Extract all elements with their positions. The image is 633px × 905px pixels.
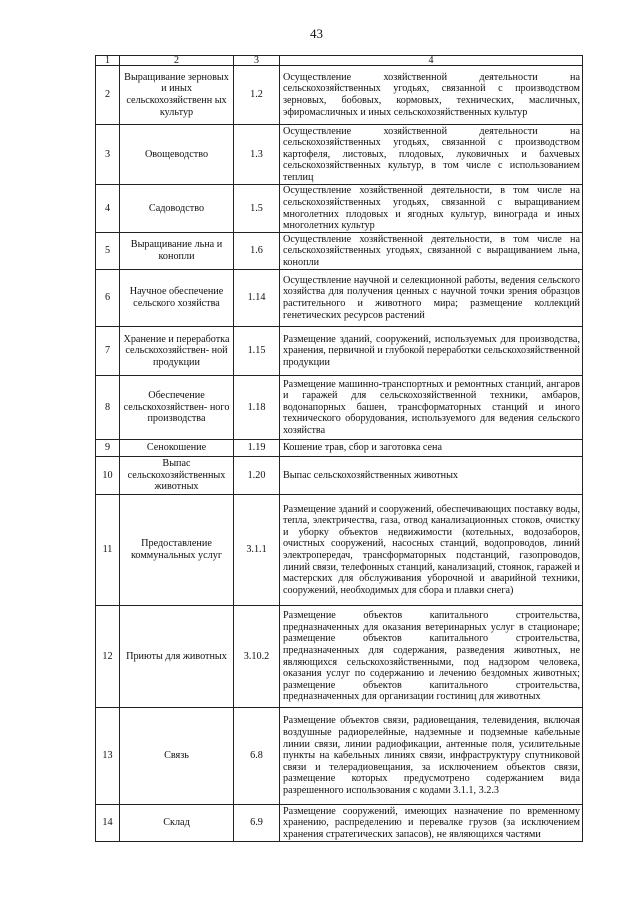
row-number: 7 [96,327,120,376]
use-code: 1.15 [234,327,280,376]
use-description: Размещение зданий, сооружений, используемых для производства, хранения, первичной и глубокой переработки сельскохозяйственной продукции [280,327,583,376]
table-row [96,708,583,805]
use-description: Осуществление хозяйственной деятельности на сельскохозяйственных угодьях, связанной с производством зерновых, бобовых, кормовых, технических, масличных, эфиромасличных и иных сельскохозяйственных культур [280,66,583,125]
use-description: Размещение машинно-транспортных и ремонтных станций, ангаров и гаражей для сельскохозяйственной техники, амбаров, водонапорных башен, трансформаторных станций и иного технического оборудования, используемого для ведения сельского хозяйства [280,376,583,440]
table-row [96,805,583,842]
row-number: 11 [96,495,120,606]
use-name: Связь [120,708,234,805]
use-name: Садоводство [120,185,234,233]
page-number: 43 [310,26,323,41]
use-description: Осуществление хозяйственной деятельности, в том числе на сельскохозяйственных угодьях, связанной с выращиванием льна, конопли [280,233,583,270]
header-cell: 3 [234,56,280,66]
land-use-table [95,55,583,842]
table-row [96,185,583,233]
use-description: Выпас сельскохозяйственных животных [280,457,583,495]
row-number: 8 [96,376,120,440]
use-name: Выращивание зерновых и иных сельскохозяйственн ых культур [120,66,234,125]
use-description: Размещение зданий и сооружений, обеспечивающих поставку воды, тепла, электричества, газа, отвод канализационных стоков, очистку и уборку объектов недвижимости (котельных, водозаборов, очистных сооружений, насосных станций, водопроводов, линий электропередач, трансформаторных подстанций, газопроводов, линий связи, телефонных станций, канализаций, стоянок, гаражей и мастерских для обслуживания уборочной и аварийной техники, сооружений, необходимых для сбора и плавки снега) [280,495,583,606]
use-name: Обеспечение сельскохозяйствен- ного производства [120,376,234,440]
use-description: Осуществление хозяйственной деятельности на сельскохозяйственных угодьях, связанной с производством картофеля, листовых, плодовых, луковичных и бахчевых сельскохозяйственных культур, в том числе с использованием теплиц [280,125,583,185]
use-code: 3.1.1 [234,495,280,606]
use-code: 1.3 [234,125,280,185]
table-row [96,376,583,440]
table-row [96,495,583,606]
row-number: 2 [96,66,120,125]
use-name: Выпас сельскохозяйственных животных [120,457,234,495]
table-row [96,66,583,125]
row-number: 10 [96,457,120,495]
use-description: Осуществление научной и селекционной работы, ведения сельского хозяйства для получения ценных с научной точки зрения образцов растительного и животного мира; размещение коллекций генетических ресурсов растений [280,270,583,327]
use-name: Сенокошение [120,440,234,457]
row-number: 5 [96,233,120,270]
row-number: 14 [96,805,120,842]
use-code: 1.14 [234,270,280,327]
use-description: Осуществление хозяйственной деятельности, в том числе на сельскохозяйственных угодьях, связанной с выращиванием многолетних плодовых и ягодных культур, винограда и иных многолетних культур [280,185,583,233]
use-description: Размещение объектов капитального строительства, предназначенных для оказания ветеринарных услуг в стационаре; размещение объектов капитального строительства, предназначенных для содержания, разведения животных, не являющихся сельскохозяйственными, под надзором человека, оказания услуг по содержанию и лечению бездомных животных; размещение объектов капитального строительства, предназначенных для организации гостиниц для животных [280,606,583,708]
use-description: Размещение сооружений, имеющих назначение по временному хранению, распределению и перевалке грузов (за исключением хранения стратегических запасов), не являющихся частями [280,805,583,842]
table-row [96,440,583,457]
row-number: 3 [96,125,120,185]
use-code: 1.2 [234,66,280,125]
row-number: 6 [96,270,120,327]
table-row [96,327,583,376]
use-code: 1.6 [234,233,280,270]
header-cell: 1 [96,56,120,66]
use-name: Предоставление коммунальных услуг [120,495,234,606]
row-number: 9 [96,440,120,457]
use-code: 6.9 [234,805,280,842]
row-number: 12 [96,606,120,708]
use-name: Научное обеспечение сельского хозяйства [120,270,234,327]
use-name: Приюты для животных [120,606,234,708]
table-row [96,457,583,495]
use-code: 1.19 [234,440,280,457]
use-description: Размещение объектов связи, радиовещания, телевидения, включая воздушные радиорелейные, надземные и подземные кабельные линии связи, линии радиофикации, антенные поля, усилительные пункты на кабельных линиях связи, инфраструктуру спутниковой связи и телерадиовещания, за исключением объектов связи, размещение которых предусмотрено содержанием вида разрешенного использования с кодами 3.1.1, 3.2.3 [280,708,583,805]
use-code: 1.20 [234,457,280,495]
row-number: 4 [96,185,120,233]
use-code: 6.8 [234,708,280,805]
use-description: Кошение трав, сбор и заготовка сена [280,440,583,457]
row-number: 13 [96,708,120,805]
use-code: 3.10.2 [234,606,280,708]
use-code: 1.5 [234,185,280,233]
table-row [96,125,583,185]
table-row [96,233,583,270]
use-name: Овощеводство [120,125,234,185]
header-cell: 4 [280,56,583,66]
use-name: Выращивание льна и конопли [120,233,234,270]
table-row [96,270,583,327]
table-row [96,606,583,708]
use-code: 1.18 [234,376,280,440]
use-name: Хранение и переработка сельскохозяйствен- ной продукции [120,327,234,376]
table-header-row [96,56,583,66]
use-name: Склад [120,805,234,842]
header-cell: 2 [120,56,234,66]
